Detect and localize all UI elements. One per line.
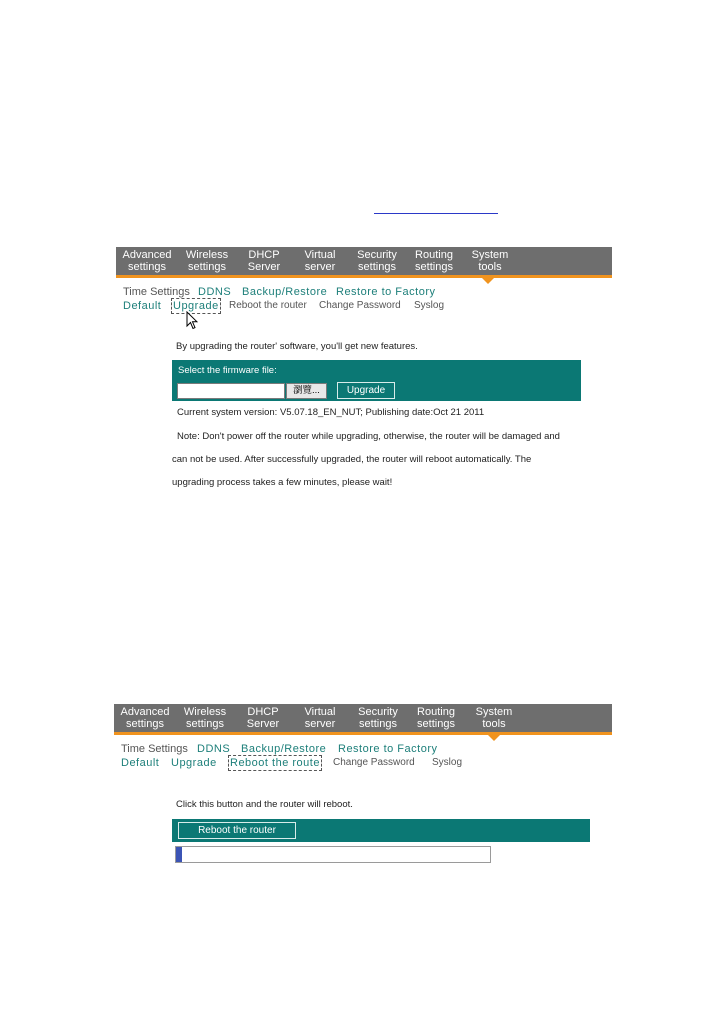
subnav-syslog[interactable]: Syslog [414, 300, 445, 311]
upgrade-note-line-1: Note: Don't power off the router while upgrading, otherwise, the router will be damaged and [177, 431, 560, 442]
nav-security-settings[interactable]: Security settings [358, 706, 398, 730]
firmware-select-panel [172, 360, 581, 401]
subnav-upgrade[interactable]: Upgrade [173, 300, 219, 312]
reboot-intro-text: Click this button and the router will reboot. [176, 799, 353, 810]
nav-dhcp-server[interactable]: DHCP Server [247, 249, 281, 273]
subnav-restore-factory[interactable]: Restore to Factory [338, 743, 438, 755]
reboot-router-button[interactable]: Reboot the router [178, 822, 296, 839]
nav-virtual-server[interactable]: Virtual server [304, 706, 336, 730]
nav-routing-settings[interactable]: Routing settings [415, 249, 453, 273]
firmware-file-input[interactable] [177, 383, 285, 399]
upgrade-note-line-3: upgrading process takes a few minutes, please wait! [172, 477, 393, 488]
nav-advanced-settings[interactable]: Advanced settings [122, 249, 172, 273]
subnav-backup-restore[interactable]: Backup/Restore [242, 286, 328, 298]
reboot-progress-bar [175, 846, 491, 863]
subnav-reboot[interactable]: Reboot the router [229, 300, 307, 311]
nav-system-tools[interactable]: System tools [471, 249, 509, 273]
firmware-select-label: Select the firmware file: [178, 365, 277, 376]
subnav-change-password[interactable]: Change Password [319, 300, 401, 311]
subnav-default[interactable]: Default [123, 300, 162, 312]
subnav-syslog[interactable]: Syslog [432, 757, 463, 768]
nav-wireless-settings[interactable]: Wireless settings [183, 706, 227, 730]
subnav-upgrade[interactable]: Upgrade [171, 757, 217, 769]
nav-security-settings[interactable]: Security settings [357, 249, 397, 273]
current-version-text: Current system version: V5.07.18_EN_NUT; Publishing date:Oct 21 2011 [177, 407, 485, 418]
subnav-time-settings[interactable]: Time Settings [121, 743, 188, 755]
active-tab-caret-2 [488, 735, 500, 741]
nav-system-tools[interactable]: System tools [475, 706, 513, 730]
upgrade-note-line-2: can not be used. After successfully upgraded, the router will reboot automatically. The [172, 454, 532, 465]
nav-dhcp-server[interactable]: DHCP Server [246, 706, 280, 730]
main-nav-bar-2 [114, 704, 612, 735]
reboot-progress-fill [176, 847, 182, 862]
main-nav-bar [116, 247, 612, 278]
subnav-time-settings[interactable]: Time Settings [123, 286, 190, 298]
browse-button[interactable]: 瀏覽... [286, 383, 327, 399]
subnav-backup-restore[interactable]: Backup/Restore [241, 743, 327, 755]
mouse-cursor-icon [186, 311, 198, 331]
nav-wireless-settings[interactable]: Wireless settings [185, 249, 229, 273]
subnav-reboot[interactable]: Reboot the route [230, 757, 320, 769]
subnav-restore-factory[interactable]: Restore to Factory [336, 286, 436, 298]
nav-virtual-server[interactable]: Virtual server [304, 249, 336, 273]
subnav-change-password[interactable]: Change Password [333, 757, 415, 768]
subnav-ddns[interactable]: DDNS [197, 743, 231, 755]
document-link-underline[interactable] [374, 213, 498, 214]
reboot-panel [172, 819, 590, 842]
nav-advanced-settings[interactable]: Advanced settings [120, 706, 170, 730]
active-tab-caret [482, 278, 494, 284]
subnav-default[interactable]: Default [121, 757, 160, 769]
nav-routing-settings[interactable]: Routing settings [417, 706, 455, 730]
upgrade-button[interactable]: Upgrade [337, 382, 395, 399]
upgrade-intro-text: By upgrading the router' software, you'll get new features. [176, 341, 418, 352]
subnav-ddns[interactable]: DDNS [198, 286, 232, 298]
